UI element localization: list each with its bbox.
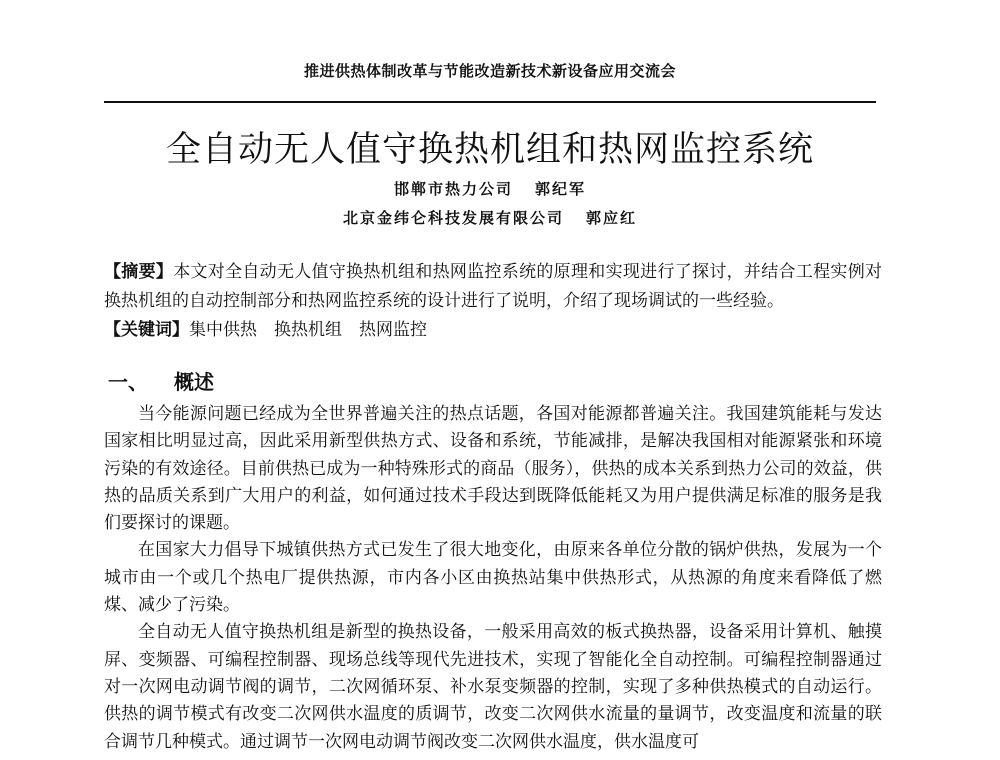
author-name: 郭纪军 [535, 180, 587, 198]
author-name: 郭应红 [586, 209, 638, 227]
author-affiliation: 邯郸市热力公司 [393, 180, 513, 198]
section-number: 一、 [108, 370, 148, 394]
section-heading [108, 366, 214, 395]
header-rule [104, 101, 876, 103]
body-paragraph: 全自动无人值守换热机组是新型的换热设备，一般采用高效的板式换热器，设备采用计算机、触摸屏、变频器、可编程控制器、现场总线等现代先进技术，实现了智能化全自动控制。可编程控制器通过对一次网电动调节阀的调节，二次网循环泵、补水泵变频器的控制，实现了多种供热模式的自动运行。供热的调节模式有改变二次网供水温度的质调节，改变二次网供水流量的量调节，改变温度和流量的联合调节几种模式。通过调节一次网电动调节阀改变二次网供水温度，供水温度可 [104, 622, 882, 752]
abstract-text: 本文对全自动无人值守换热机组和热网监控系统的原理和实现进行了探讨，并结合工程实例对换热机组的自动控制部分和热网监控系统的设计进行了说明，介绍了现场调试的一些经验。 [104, 262, 883, 311]
paper-title: 全自动无人值守换热机组和热网监控系统 [165, 130, 814, 170]
abstract [104, 258, 882, 316]
author-line [104, 207, 876, 228]
abstract-label: 【摘要】 [104, 262, 174, 282]
keywords [104, 316, 882, 345]
section-body [104, 401, 882, 756]
abstract-block [104, 258, 882, 345]
body-paragraph: 当今能源问题已经成为全世界普遍关注的热点话题，各国对能源都普遍关注。我国建筑能耗与发达国家相比明显过高，因此采用新型供热方式、设备和系统，节能减排，是解决我国相对能源紧张和环境污染的有效途径。目前供热已成为一种特殊形式的商品（服务），供热的成本关系到热力公司的效益，供热的品质关系到广大用户的利益，如何通过技术手段达到既降低能耗又为用户提供满足标准的服务是我们要探讨的课题。 [104, 404, 882, 534]
body-paragraph: 在国家大力倡导下城镇供热方式已发生了很大地变化，由原来各单位分散的锅炉供热，发展为一个城市由一个或几个热电厂提供热源，市内各小区由换热站集中供热形式，从热源的角度来看降低了燃煤、减少了污染。 [104, 540, 882, 616]
keywords-text: 集中供热 换热机组 热网监控 [189, 320, 427, 340]
keywords-label: 【关键词】 [104, 320, 189, 340]
author-line [104, 178, 876, 199]
author-affiliation: 北京金纬仑科技发展有限公司 [342, 209, 564, 227]
running-header: 推进供热体制改革与节能改造新技术新设备应用交流会 [303, 62, 676, 80]
section-title: 概述 [174, 370, 214, 394]
